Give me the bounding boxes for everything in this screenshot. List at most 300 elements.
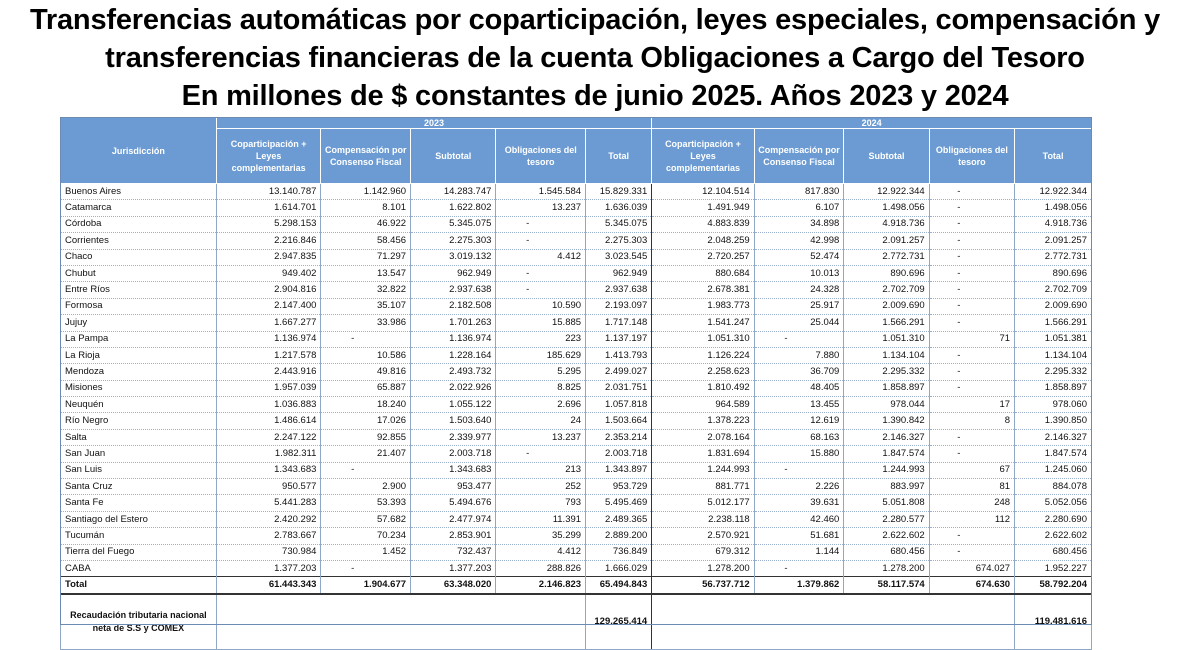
value-cell: - — [754, 462, 844, 478]
value-cell: 248 — [929, 495, 1014, 511]
value-cell: 68.163 — [754, 429, 844, 445]
value-cell: - — [929, 200, 1014, 216]
total-value-cell: 674.630 — [929, 577, 1014, 594]
value-cell: 8.825 — [496, 380, 586, 396]
value-cell: 2.420.292 — [216, 511, 321, 527]
value-cell: 1.452 — [321, 544, 411, 560]
value-cell: 1.136.974 — [216, 331, 321, 347]
value-cell: 2.258.623 — [652, 364, 754, 380]
value-cell: 817.830 — [754, 184, 844, 200]
value-cell: 2.353.214 — [586, 429, 652, 445]
table-row — [61, 462, 1092, 478]
value-cell: 58.456 — [321, 233, 411, 249]
col-2024-coparticipacion: Coparticipación + Leyes complementarias — [652, 129, 754, 184]
value-cell: 2.146.327 — [1015, 429, 1092, 445]
value-cell: 12.922.344 — [844, 184, 929, 200]
value-cell: 950.577 — [216, 479, 321, 495]
value-cell: - — [496, 446, 586, 462]
value-cell: 2.904.816 — [216, 282, 321, 298]
value-cell: 2.226 — [754, 479, 844, 495]
value-cell: - — [929, 544, 1014, 560]
table-row — [61, 265, 1092, 281]
col-2023-coparticipacion: Coparticipación + Leyes complementarias — [216, 129, 321, 184]
value-cell: 70.234 — [321, 528, 411, 544]
year-header-row — [61, 118, 1092, 129]
value-cell: 2.275.303 — [411, 233, 496, 249]
value-cell: 2.216.846 — [216, 233, 321, 249]
jurisdiction-cell: Entre Ríos — [61, 282, 217, 298]
value-cell: 1.343.683 — [411, 462, 496, 478]
value-cell: 2.275.303 — [586, 233, 652, 249]
value-cell: - — [929, 446, 1014, 462]
value-cell: 2.477.974 — [411, 511, 496, 527]
table-row — [61, 397, 1092, 413]
value-cell: - — [321, 462, 411, 478]
value-cell: 1.858.897 — [844, 380, 929, 396]
total-row — [61, 577, 1092, 594]
value-cell: 1.810.492 — [652, 380, 754, 396]
value-cell: 2.772.731 — [1015, 249, 1092, 265]
year-2023-header: 2023 — [216, 118, 651, 129]
value-cell: 2.702.709 — [844, 282, 929, 298]
value-cell: 1.636.039 — [586, 200, 652, 216]
value-cell: 53.393 — [321, 495, 411, 511]
value-cell: 1.144 — [754, 544, 844, 560]
value-cell: 213 — [496, 462, 586, 478]
value-cell: 2.295.332 — [844, 364, 929, 380]
value-cell: 2.003.718 — [411, 446, 496, 462]
table-row — [61, 184, 1092, 200]
value-cell: 15.880 — [754, 446, 844, 462]
value-cell: 2.091.257 — [1015, 233, 1092, 249]
value-cell: 1.982.311 — [216, 446, 321, 462]
table-row — [61, 528, 1092, 544]
table-row — [61, 479, 1092, 495]
value-cell: - — [929, 429, 1014, 445]
table-row — [61, 315, 1092, 331]
value-cell: 42.998 — [754, 233, 844, 249]
value-cell: 71 — [929, 331, 1014, 347]
value-cell: 71.297 — [321, 249, 411, 265]
value-cell: 35.107 — [321, 298, 411, 314]
value-cell: 5.345.075 — [586, 216, 652, 232]
value-cell: 1.666.029 — [586, 560, 652, 576]
jurisdiction-cell: CABA — [61, 560, 217, 576]
value-cell: 2.280.577 — [844, 511, 929, 527]
value-cell: 5.051.808 — [844, 495, 929, 511]
value-cell: 2.182.508 — [411, 298, 496, 314]
value-cell: 1.057.818 — [586, 397, 652, 413]
value-cell: 6.107 — [754, 200, 844, 216]
value-cell: 881.771 — [652, 479, 754, 495]
value-cell: 2.339.977 — [411, 429, 496, 445]
value-cell: 25.917 — [754, 298, 844, 314]
value-cell: 1.134.104 — [1015, 347, 1092, 363]
col-2024-compensacion: Compensación por Consenso Fiscal — [754, 129, 844, 184]
value-cell: 81 — [929, 479, 1014, 495]
total-value-cell: 63.348.020 — [411, 577, 496, 594]
table-row — [61, 560, 1092, 576]
value-cell: 1.498.056 — [1015, 200, 1092, 216]
transfers-table — [60, 117, 1092, 650]
value-cell: 4.918.736 — [844, 216, 929, 232]
jurisdiction-cell: Chubut — [61, 265, 217, 281]
value-cell: 1.378.223 — [652, 413, 754, 429]
value-cell: 884.078 — [1015, 479, 1092, 495]
value-cell: - — [496, 233, 586, 249]
value-cell: 17 — [929, 397, 1014, 413]
col-2024-total: Total — [1015, 129, 1092, 184]
value-cell: 732.437 — [411, 544, 496, 560]
value-cell: 5.298.153 — [216, 216, 321, 232]
value-cell: 14.283.747 — [411, 184, 496, 200]
jurisdiction-cell: Misiones — [61, 380, 217, 396]
value-cell: 1.343.897 — [586, 462, 652, 478]
value-cell: 2.009.690 — [844, 298, 929, 314]
value-cell: 1.541.247 — [652, 315, 754, 331]
jurisdiction-cell: La Rioja — [61, 347, 217, 363]
value-cell: 17.026 — [321, 413, 411, 429]
value-cell: - — [929, 184, 1014, 200]
value-cell: 2.696 — [496, 397, 586, 413]
value-cell: - — [929, 528, 1014, 544]
value-cell: - — [321, 560, 411, 576]
value-cell: 5.345.075 — [411, 216, 496, 232]
value-cell: 1.051.310 — [652, 331, 754, 347]
jurisdiction-cell: La Pampa — [61, 331, 217, 347]
value-cell: 2.900 — [321, 479, 411, 495]
value-cell: 4.918.736 — [1015, 216, 1092, 232]
value-cell: - — [929, 298, 1014, 314]
value-cell: 964.589 — [652, 397, 754, 413]
title-line-3: En millones de $ constantes de junio 2025. Años 2023 y 2024 — [181, 80, 1009, 112]
value-cell: 962.949 — [586, 265, 652, 281]
jurisdiction-header: Jurisdicción — [61, 118, 217, 184]
value-cell: 2.147.400 — [216, 298, 321, 314]
value-cell: 949.402 — [216, 265, 321, 281]
value-cell: 2.678.381 — [652, 282, 754, 298]
value-cell: 4.412 — [496, 544, 586, 560]
value-cell: 65.887 — [321, 380, 411, 396]
value-cell: 21.407 — [321, 446, 411, 462]
value-cell: 2.443.916 — [216, 364, 321, 380]
value-cell: 890.696 — [844, 265, 929, 281]
value-cell: 1.952.227 — [1015, 560, 1092, 576]
value-cell: 962.949 — [411, 265, 496, 281]
value-cell: 10.586 — [321, 347, 411, 363]
value-cell: 680.456 — [1015, 544, 1092, 560]
value-cell: 1.858.897 — [1015, 380, 1092, 396]
value-cell: 2.853.901 — [411, 528, 496, 544]
value-cell: 2.489.365 — [586, 511, 652, 527]
value-cell: 13.455 — [754, 397, 844, 413]
jurisdiction-cell: Tierra del Fuego — [61, 544, 217, 560]
value-cell: - — [929, 216, 1014, 232]
value-cell: 8.101 — [321, 200, 411, 216]
title-line-2: transferencias financieras de la cuenta Obligaciones a Cargo del Tesoro — [105, 42, 1085, 74]
value-cell: 1.136.974 — [411, 331, 496, 347]
value-cell: 252 — [496, 479, 586, 495]
table-row — [61, 413, 1092, 429]
value-cell: 7.880 — [754, 347, 844, 363]
value-cell: 2.247.122 — [216, 429, 321, 445]
recaudacion-label: Recaudación tributaria nacional neta de S.S y COMEX — [61, 594, 217, 650]
jurisdiction-cell: Santiago del Estero — [61, 511, 217, 527]
value-cell: 2.499.027 — [586, 364, 652, 380]
value-cell: 2.493.732 — [411, 364, 496, 380]
value-cell: 1.377.203 — [216, 560, 321, 576]
total-value-cell: 58.117.574 — [844, 577, 929, 594]
value-cell: 2.947.835 — [216, 249, 321, 265]
value-cell: 49.816 — [321, 364, 411, 380]
value-cell: 1.217.578 — [216, 347, 321, 363]
value-cell: 15.829.331 — [586, 184, 652, 200]
value-cell: 2.280.690 — [1015, 511, 1092, 527]
total-value-cell: 61.443.343 — [216, 577, 321, 594]
recaudacion-2023-value: 129.265.414 — [586, 594, 652, 650]
value-cell: 5.052.056 — [1015, 495, 1092, 511]
value-cell: 13.547 — [321, 265, 411, 281]
recaudacion-2024-blank — [652, 594, 1015, 650]
table-body — [61, 184, 1092, 577]
value-cell: 32.822 — [321, 282, 411, 298]
value-cell: 1.390.842 — [844, 413, 929, 429]
recaudacion-row — [61, 594, 1092, 650]
value-cell: 3.019.132 — [411, 249, 496, 265]
col-2023-obligaciones: Obligaciones del tesoro — [496, 129, 586, 184]
value-cell: 1.614.701 — [216, 200, 321, 216]
value-cell: 2.009.690 — [1015, 298, 1092, 314]
table-row — [61, 446, 1092, 462]
value-cell: 1.126.224 — [652, 347, 754, 363]
value-cell: 36.709 — [754, 364, 844, 380]
value-cell: 2.048.259 — [652, 233, 754, 249]
value-cell: 13.237 — [496, 429, 586, 445]
table-row — [61, 380, 1092, 396]
col-2023-subtotal: Subtotal — [411, 129, 496, 184]
value-cell: 1.413.793 — [586, 347, 652, 363]
value-cell: 1.343.683 — [216, 462, 321, 478]
value-cell: 5.295 — [496, 364, 586, 380]
value-cell: 67 — [929, 462, 1014, 478]
value-cell: 1.137.197 — [586, 331, 652, 347]
value-cell: - — [321, 331, 411, 347]
value-cell: 730.984 — [216, 544, 321, 560]
value-cell: 1.244.993 — [844, 462, 929, 478]
value-cell: - — [929, 249, 1014, 265]
value-cell: 953.729 — [586, 479, 652, 495]
value-cell: - — [929, 233, 1014, 249]
value-cell: 18.240 — [321, 397, 411, 413]
value-cell: 793 — [496, 495, 586, 511]
value-cell: 1.134.104 — [844, 347, 929, 363]
total-value-cell: 58.792.204 — [1015, 577, 1092, 594]
value-cell: 2.238.118 — [652, 511, 754, 527]
total-value-cell: 65.494.843 — [586, 577, 652, 594]
value-cell: - — [929, 380, 1014, 396]
value-cell: 2.622.602 — [1015, 528, 1092, 544]
value-cell: 10.013 — [754, 265, 844, 281]
jurisdiction-cell: Corrientes — [61, 233, 217, 249]
total-value-cell: 1.379.862 — [754, 577, 844, 594]
value-cell: 5.494.676 — [411, 495, 496, 511]
jurisdiction-cell: Santa Cruz — [61, 479, 217, 495]
value-cell: 46.922 — [321, 216, 411, 232]
table-row — [61, 249, 1092, 265]
value-cell: 2.031.751 — [586, 380, 652, 396]
value-cell: 13.237 — [496, 200, 586, 216]
table-row — [61, 495, 1092, 511]
value-cell: 953.477 — [411, 479, 496, 495]
value-cell: 4.412 — [496, 249, 586, 265]
jurisdiction-cell: San Luis — [61, 462, 217, 478]
value-cell: 2.193.097 — [586, 298, 652, 314]
value-cell: 883.997 — [844, 479, 929, 495]
value-cell: 288.826 — [496, 560, 586, 576]
year-2024-header: 2024 — [652, 118, 1092, 129]
value-cell: 2.937.638 — [411, 282, 496, 298]
value-cell: 1.566.291 — [844, 315, 929, 331]
value-cell: - — [754, 331, 844, 347]
total-value-cell: 56.737.712 — [652, 577, 754, 594]
value-cell: 2.570.921 — [652, 528, 754, 544]
value-cell: 24.328 — [754, 282, 844, 298]
value-cell: 33.986 — [321, 315, 411, 331]
value-cell: 2.146.327 — [844, 429, 929, 445]
value-cell: 1.244.993 — [652, 462, 754, 478]
value-cell: 3.023.545 — [586, 249, 652, 265]
value-cell: - — [929, 364, 1014, 380]
value-cell: 2.003.718 — [586, 446, 652, 462]
jurisdiction-cell: Formosa — [61, 298, 217, 314]
value-cell: 1.701.263 — [411, 315, 496, 331]
table-row — [61, 331, 1092, 347]
table-row — [61, 429, 1092, 445]
col-2024-obligaciones: Obligaciones del tesoro — [929, 129, 1014, 184]
value-cell: 8 — [929, 413, 1014, 429]
value-cell: 680.456 — [844, 544, 929, 560]
total-value-cell: 1.904.677 — [321, 577, 411, 594]
value-cell: 1.486.614 — [216, 413, 321, 429]
table-row — [61, 364, 1092, 380]
value-cell: - — [929, 282, 1014, 298]
value-cell: 1.622.802 — [411, 200, 496, 216]
value-cell: 5.495.469 — [586, 495, 652, 511]
title-line-1: Transferencias automáticas por coparticipación, leyes especiales, compensación y — [30, 4, 1160, 36]
value-cell: 890.696 — [1015, 265, 1092, 281]
value-cell: 1.051.381 — [1015, 331, 1092, 347]
value-cell: 12.619 — [754, 413, 844, 429]
value-cell: 34.898 — [754, 216, 844, 232]
table-row — [61, 282, 1092, 298]
jurisdiction-cell: Chaco — [61, 249, 217, 265]
value-cell: 12.922.344 — [1015, 184, 1092, 200]
value-cell: 185.629 — [496, 347, 586, 363]
value-cell: 42.460 — [754, 511, 844, 527]
value-cell: 1.142.960 — [321, 184, 411, 200]
table-row — [61, 347, 1092, 363]
value-cell: 24 — [496, 413, 586, 429]
value-cell: 1.491.949 — [652, 200, 754, 216]
value-cell: 52.474 — [754, 249, 844, 265]
value-cell: 13.140.787 — [216, 184, 321, 200]
value-cell: 1.278.200 — [652, 560, 754, 576]
value-cell: 2.091.257 — [844, 233, 929, 249]
value-cell: - — [754, 560, 844, 576]
value-cell: 2.078.164 — [652, 429, 754, 445]
value-cell: 1.228.164 — [411, 347, 496, 363]
jurisdiction-cell: Neuquén — [61, 397, 217, 413]
value-cell: 1.545.584 — [496, 184, 586, 200]
value-cell: - — [929, 315, 1014, 331]
total-label: Total — [61, 577, 217, 594]
value-cell: 112 — [929, 511, 1014, 527]
value-cell: 2.022.926 — [411, 380, 496, 396]
value-cell: 1.278.200 — [844, 560, 929, 576]
value-cell: 1.036.883 — [216, 397, 321, 413]
value-cell: 1.390.850 — [1015, 413, 1092, 429]
col-2024-subtotal: Subtotal — [844, 129, 929, 184]
value-cell: 1.831.694 — [652, 446, 754, 462]
value-cell: 51.681 — [754, 528, 844, 544]
recaudacion-2024-value: 119.481.616 — [1015, 594, 1092, 650]
table-row — [61, 544, 1092, 560]
value-cell: 2.295.332 — [1015, 364, 1092, 380]
value-cell: 2.889.200 — [586, 528, 652, 544]
table-row — [61, 216, 1092, 232]
jurisdiction-cell: Buenos Aires — [61, 184, 217, 200]
value-cell: 48.405 — [754, 380, 844, 396]
value-cell: 39.631 — [754, 495, 844, 511]
value-cell: - — [929, 347, 1014, 363]
jurisdiction-cell: Catamarca — [61, 200, 217, 216]
value-cell: 1.847.574 — [1015, 446, 1092, 462]
col-2023-compensacion: Compensación por Consenso Fiscal — [321, 129, 411, 184]
value-cell: - — [496, 282, 586, 298]
value-cell: 12.104.514 — [652, 184, 754, 200]
jurisdiction-cell: San Juan — [61, 446, 217, 462]
value-cell: 5.012.177 — [652, 495, 754, 511]
value-cell: 1.055.122 — [411, 397, 496, 413]
value-cell: 880.684 — [652, 265, 754, 281]
value-cell: 2.783.667 — [216, 528, 321, 544]
value-cell: 978.060 — [1015, 397, 1092, 413]
value-cell: 2.720.257 — [652, 249, 754, 265]
value-cell: 25.044 — [754, 315, 844, 331]
table-row — [61, 200, 1092, 216]
value-cell: 10.590 — [496, 298, 586, 314]
value-cell: 1.377.203 — [411, 560, 496, 576]
table-row — [61, 233, 1092, 249]
jurisdiction-cell: Río Negro — [61, 413, 217, 429]
jurisdiction-cell: Santa Fe — [61, 495, 217, 511]
value-cell: 1.717.148 — [586, 315, 652, 331]
transfers-table-container — [60, 117, 1092, 650]
jurisdiction-cell: Jujuy — [61, 315, 217, 331]
value-cell: 1.503.640 — [411, 413, 496, 429]
value-cell: 15.885 — [496, 315, 586, 331]
value-cell: 5.441.283 — [216, 495, 321, 511]
value-cell: 1.245.060 — [1015, 462, 1092, 478]
value-cell: 11.391 — [496, 511, 586, 527]
value-cell: 679.312 — [652, 544, 754, 560]
value-cell: - — [929, 265, 1014, 281]
value-cell: 1.498.056 — [844, 200, 929, 216]
value-cell: 2.937.638 — [586, 282, 652, 298]
jurisdiction-cell: Córdoba — [61, 216, 217, 232]
value-cell: 736.849 — [586, 544, 652, 560]
table-row — [61, 298, 1092, 314]
